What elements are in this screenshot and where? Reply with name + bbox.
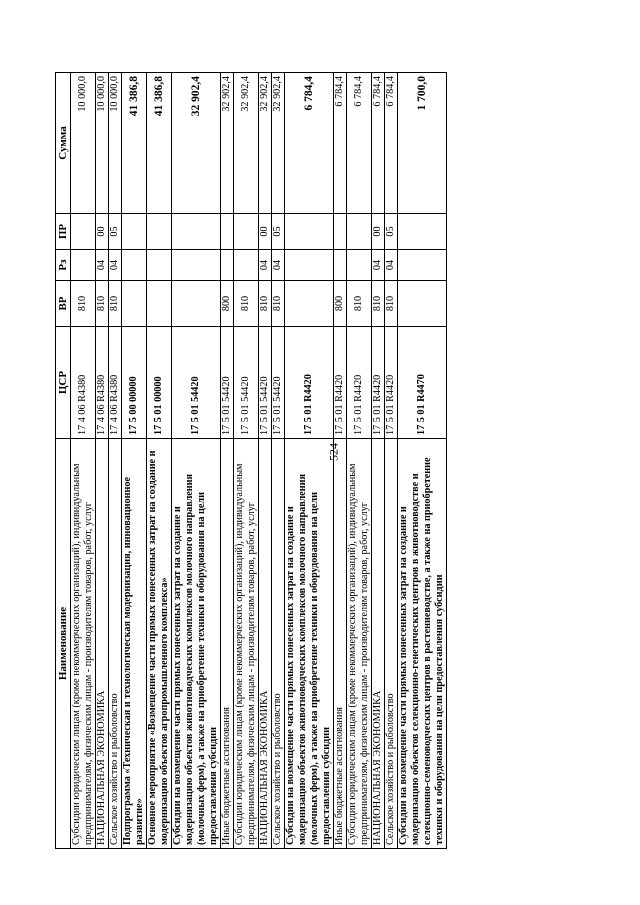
table-row: [122, 73, 147, 849]
table-header-row: [56, 73, 71, 849]
cell-rz: [221, 250, 234, 281]
rotated-table-wrapper: [55, 73, 447, 849]
table-row: [334, 73, 347, 849]
cell-pr: [172, 214, 221, 250]
cell-pr: [285, 214, 334, 250]
cell-csr: 17 5 01 54420: [172, 327, 221, 439]
cell-vr: [147, 281, 172, 327]
cell-name: НАЦИОНАЛЬНАЯ ЭКОНОМИКА: [259, 439, 272, 849]
cell-rz: [334, 250, 347, 281]
cell-name: Субсидии юридическим лицам (кроме некоммерческих организаций), индивидуальным предпринимателям, физическим лицам - производителям товаров, работ, услуг: [347, 439, 372, 849]
cell-vr: [122, 281, 147, 327]
table-row: [398, 73, 447, 849]
cell-csr: 17 4 06 R4380: [96, 327, 109, 439]
cell-csr: 17 5 01 R4420: [372, 327, 385, 439]
table-row: [372, 73, 385, 849]
cell-csr: 17 4 06 R4380: [71, 327, 96, 439]
cell-rz: 04: [259, 250, 272, 281]
cell-rz: [285, 250, 334, 281]
cell-sum: 10 000,0: [96, 73, 109, 214]
cell-vr: 810: [234, 281, 259, 327]
table-row: [385, 73, 398, 849]
cell-rz: [398, 250, 447, 281]
cell-sum: 6 784,4: [385, 73, 398, 214]
cell-name: Субсидии юридическим лицам (кроме некоммерческих организаций), индивидуальным предпринимателям, физическим лицам - производителям товаров, работ, услуг: [234, 439, 259, 849]
cell-rz: [122, 250, 147, 281]
cell-vr: 810: [259, 281, 272, 327]
cell-sum: 1 700,0: [398, 73, 447, 214]
cell-sum: 6 784,4: [334, 73, 347, 214]
cell-sum: 10 000,0: [71, 73, 96, 214]
cell-name: Иные бюджетные ассигнования: [221, 439, 234, 849]
cell-csr: 17 5 01 00000: [147, 327, 172, 439]
cell-vr: 800: [221, 281, 234, 327]
cell-rz: 04: [109, 250, 122, 281]
cell-vr: 800: [334, 281, 347, 327]
cell-csr: 17 5 01 R4420: [334, 327, 347, 439]
cell-sum: 6 784,4: [347, 73, 372, 214]
cell-rz: 04: [272, 250, 285, 281]
table-row: [234, 73, 259, 849]
header-csr: ЦСР: [56, 327, 71, 439]
cell-rz: [234, 250, 259, 281]
cell-vr: 810: [272, 281, 285, 327]
cell-name: Субсидии на возмещение части прямых понесенных затрат на создание и модернизацию объектов животноводческих комплексов молочного направления (молочных ферм), а также на приобретение техники и оборудования на цели предоставления субсидии: [172, 439, 221, 849]
cell-pr: [71, 214, 96, 250]
cell-pr: [221, 214, 234, 250]
cell-name: Сельское хозяйство и рыболовство: [272, 439, 285, 849]
cell-vr: 810: [109, 281, 122, 327]
table-row: [147, 73, 172, 849]
cell-name: НАЦИОНАЛЬНАЯ ЭКОНОМИКА: [96, 439, 109, 849]
table-row: [221, 73, 234, 849]
cell-rz: [172, 250, 221, 281]
cell-vr: [285, 281, 334, 327]
cell-sum: 32 902,4: [259, 73, 272, 214]
table-row: [96, 73, 109, 849]
cell-rz: [347, 250, 372, 281]
header-name: Наименование: [56, 439, 71, 849]
cell-csr: 17 5 01 54420: [272, 327, 285, 439]
cell-rz: 04: [96, 250, 109, 281]
table-row: [272, 73, 285, 849]
cell-pr: 00: [259, 214, 272, 250]
cell-rz: [71, 250, 96, 281]
cell-pr: [334, 214, 347, 250]
cell-name: Субсидии на возмещение части прямых понесенных затрат на создание и модернизацию объектов животноводческих комплексов молочного направления (молочных ферм), а также на приобретение техники и оборудования на цели предоставления субсидии: [285, 439, 334, 849]
cell-vr: 810: [385, 281, 398, 327]
cell-csr: 17 5 00 00000: [122, 327, 147, 439]
cell-csr: 17 5 01 54420: [221, 327, 234, 439]
page-number: 524: [326, 443, 341, 461]
header-sum: Сумма: [56, 73, 71, 214]
cell-name: Сельское хозяйство и рыболовство: [109, 439, 122, 849]
cell-sum: 41 386,8: [122, 73, 147, 214]
cell-name: Субсидии на возмещение части прямых понесенных затрат на создание и модернизацию объектов селекционно-генетических центров в животноводстве и селекционно-семеноводческих центров в растениеводстве, а также на приобретение техники и оборудования на цели предоставления субсидии: [398, 439, 447, 849]
table-body: [71, 73, 447, 849]
cell-sum: 32 902,4: [272, 73, 285, 214]
cell-csr: 17 5 01 R4420: [347, 327, 372, 439]
cell-name: НАЦИОНАЛЬНАЯ ЭКОНОМИКА: [372, 439, 385, 849]
cell-name: Иные бюджетные ассигнования: [334, 439, 347, 849]
cell-pr: 00: [372, 214, 385, 250]
cell-sum: 10 000,0: [109, 73, 122, 214]
cell-sum: 32 902,4: [221, 73, 234, 214]
header-pr: ПР: [56, 214, 71, 250]
cell-sum: 32 902,4: [172, 73, 221, 214]
cell-csr: 17 5 01 R4420: [285, 327, 334, 439]
cell-sum: 6 784,4: [285, 73, 334, 214]
cell-sum: 41 386,8: [147, 73, 172, 214]
cell-pr: [147, 214, 172, 250]
cell-csr: 17 5 01 R4420: [385, 327, 398, 439]
cell-vr: 810: [96, 281, 109, 327]
cell-pr: [398, 214, 447, 250]
table-row: [109, 73, 122, 849]
cell-rz: 04: [385, 250, 398, 281]
cell-name: Субсидии юридическим лицам (кроме некоммерческих организаций), индивидуальным предпринимателям, физическим лицам - производителям товаров, работ, услуг: [71, 439, 96, 849]
cell-vr: [398, 281, 447, 327]
table-row: [71, 73, 96, 849]
cell-rz: [147, 250, 172, 281]
header-rz: Рз: [56, 250, 71, 281]
header-vr: ВР: [56, 281, 71, 327]
cell-pr: [122, 214, 147, 250]
cell-csr: 17 5 01 54420: [234, 327, 259, 439]
table-row: [285, 73, 334, 849]
cell-csr: 17 4 06 R4380: [109, 327, 122, 439]
cell-vr: [172, 281, 221, 327]
table-row: [347, 73, 372, 849]
cell-pr: 05: [385, 214, 398, 250]
cell-csr: 17 5 01 54420: [259, 327, 272, 439]
cell-name: Основное мероприятие «Возмещение части прямых понесенных затрат на создание и модернизацию объектов агропромышленного комплекса»: [147, 439, 172, 849]
table-row: [172, 73, 221, 849]
cell-vr: 810: [71, 281, 96, 327]
cell-name: Сельское хозяйство и рыболовство: [385, 439, 398, 849]
cell-rz: 04: [372, 250, 385, 281]
cell-sum: 6 784,4: [372, 73, 385, 214]
cell-name: Подпрограмма «Техническая и технологическая модернизация, инновационное развитие»: [122, 439, 147, 849]
budget-table: [55, 72, 447, 849]
cell-pr: [347, 214, 372, 250]
cell-vr: 810: [372, 281, 385, 327]
cell-sum: 32 902,4: [234, 73, 259, 214]
cell-pr: 05: [272, 214, 285, 250]
cell-vr: 810: [347, 281, 372, 327]
cell-csr: 17 5 01 R4470: [398, 327, 447, 439]
cell-pr: [234, 214, 259, 250]
cell-pr: 05: [109, 214, 122, 250]
cell-pr: 00: [96, 214, 109, 250]
table-row: [259, 73, 272, 849]
